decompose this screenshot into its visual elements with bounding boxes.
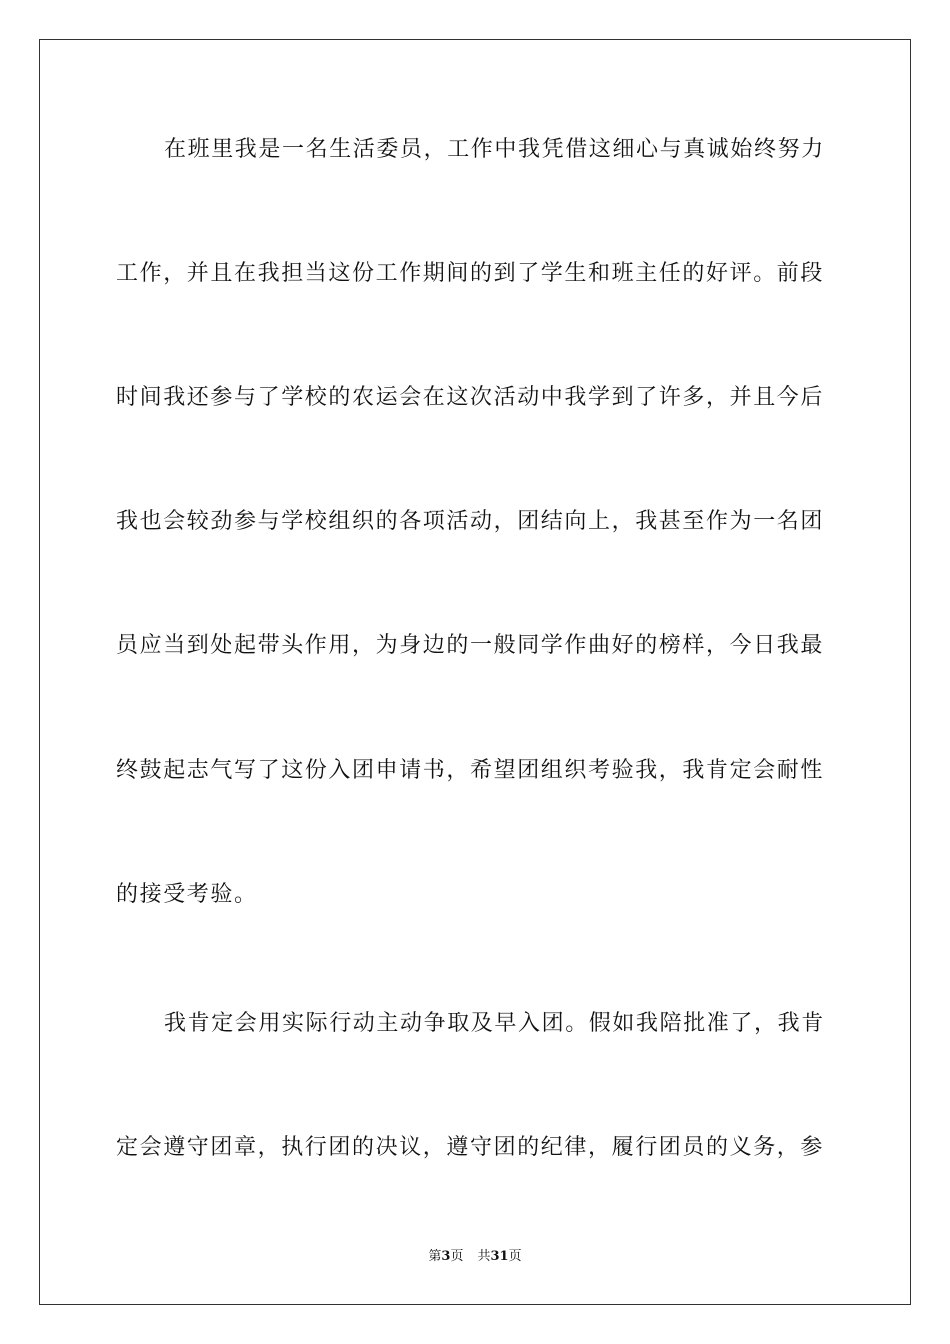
text-line: 定会遵守团章，执行团的决议，遵守团的纪律，履行团员的义务，参 <box>116 1135 825 1160</box>
page-prefix: 第 <box>428 1249 442 1264</box>
text-line: 的接受考验。 <box>116 882 258 907</box>
text-line: 员应当到处起带头作用，为身边的一般同学作曲好的榜样，今日我最 <box>116 633 825 658</box>
page-footer <box>0 1248 950 1266</box>
total-pages: 31 <box>490 1249 509 1264</box>
text-line: 工作，并且在我担当这份工作期间的到了学生和班主任的好评。前段 <box>116 261 825 286</box>
text-line: 在班里我是一名生活委员，工作中我凭借这细心与真诚始终努力 <box>164 137 825 162</box>
text-line: 终鼓起志气写了这份入团申请书，希望团组织考验我，我肯定会耐性 <box>116 758 825 783</box>
total-prefix: 共 <box>477 1249 491 1264</box>
text-line: 我肯定会用实际行动主动争取及早入团。假如我陪批准了，我肯 <box>164 1011 825 1036</box>
total-suffix: 页 <box>508 1249 522 1264</box>
page-suffix: 页 <box>450 1249 464 1264</box>
page-number: 3 <box>441 1249 451 1264</box>
text-line: 时间我还参与了学校的农运会在这次活动中我学到了许多，并且今后 <box>116 385 825 410</box>
page-border <box>39 39 911 1305</box>
text-line: 我也会较劲参与学校组织的各项活动，团结向上，我甚至作为一名团 <box>116 509 825 534</box>
